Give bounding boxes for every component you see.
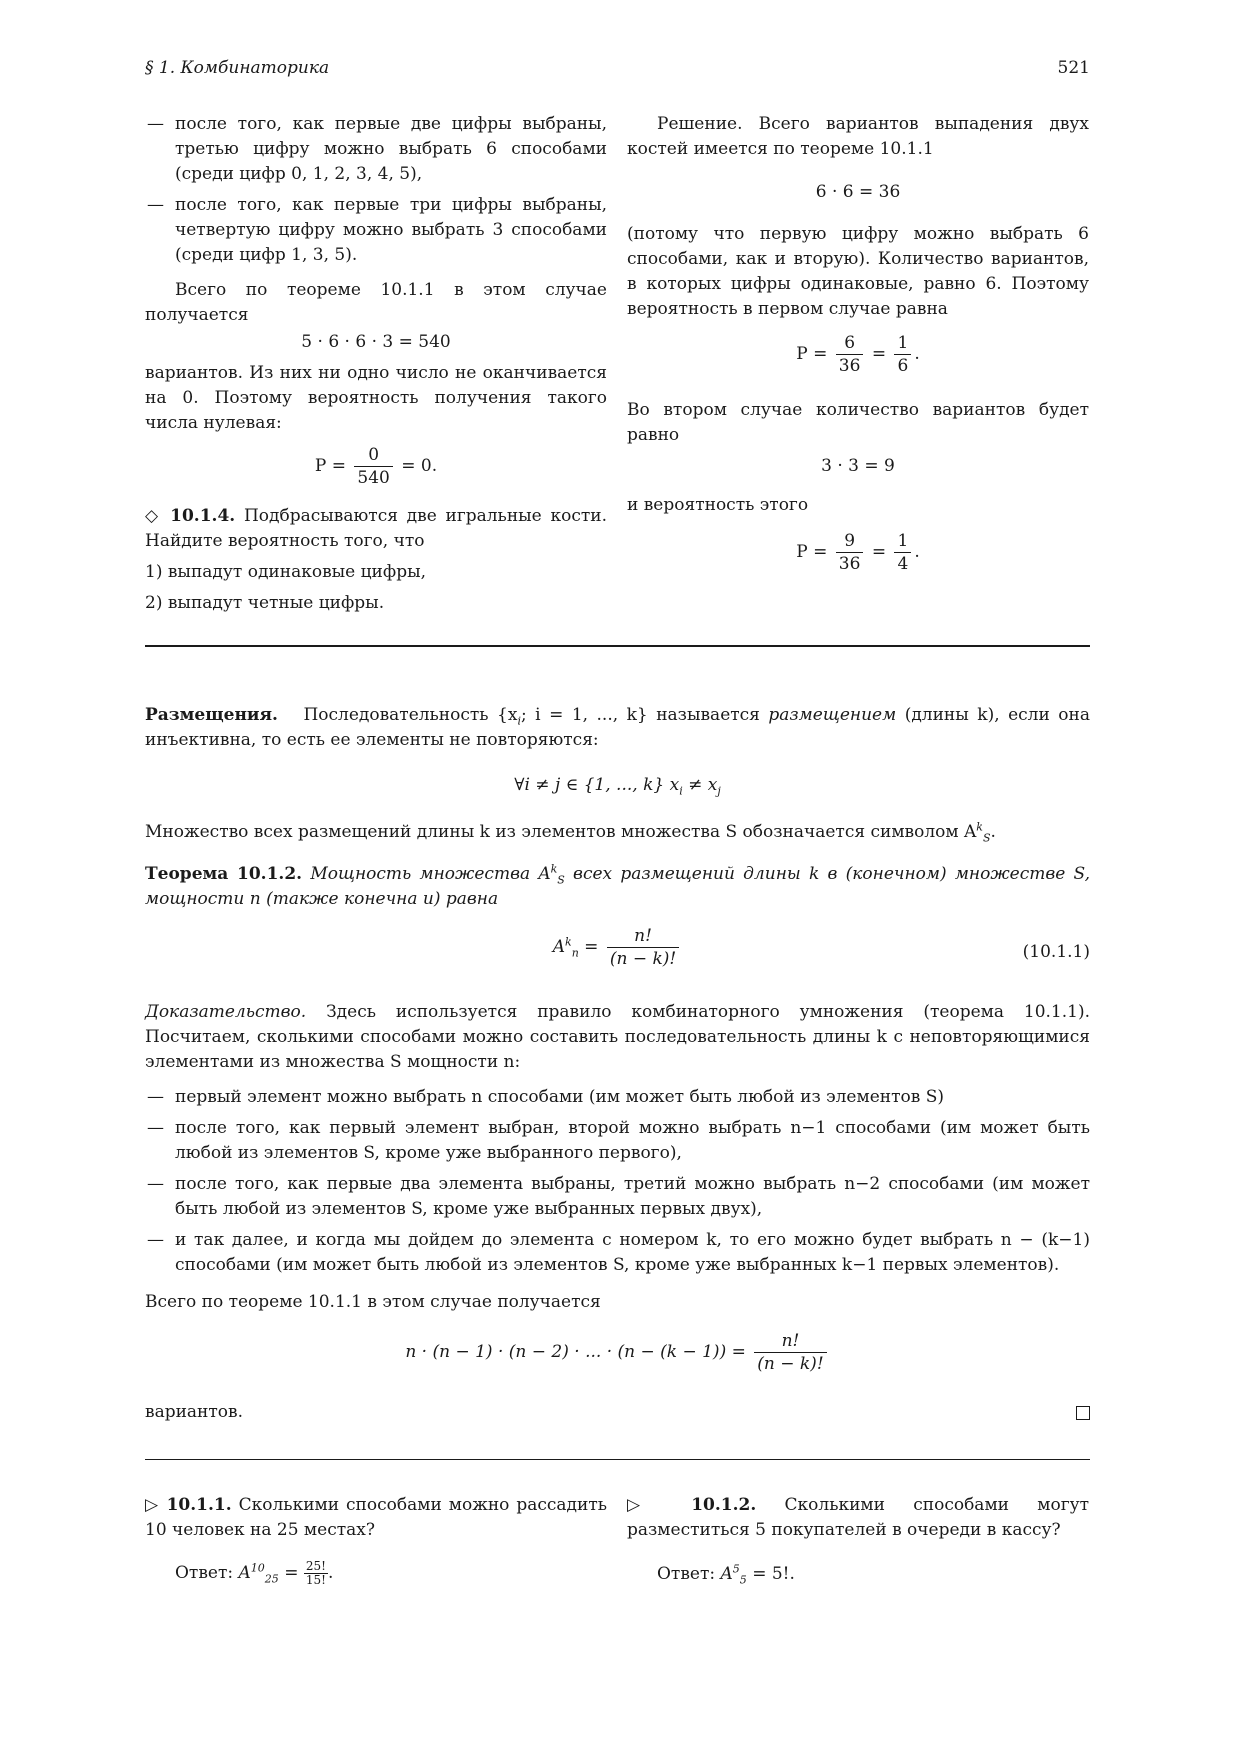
answer-10-1-2: Ответ: $A^5_5 = 5$!. bbox=[657, 1562, 795, 1587]
triangle-right-icon: ▷ bbox=[627, 1495, 663, 1515]
formula-probability-even: P = $\frac{9}{36}$ = $\frac{1}{4}$ . bbox=[796, 531, 920, 574]
list-item: — после того, как первые три цифры выбраны, четвертую цифру можно выбрать 3 способами (среди цифр 1, 3, 5). bbox=[147, 195, 607, 265]
qed-square-icon bbox=[1076, 1406, 1090, 1420]
formula: 3 · 3 = 9 bbox=[821, 456, 895, 476]
diamond-icon: ◇ bbox=[145, 506, 162, 526]
list-item: 1) выпадут одинаковые цифры, bbox=[145, 562, 427, 582]
section-title: § 1. Комбинаторика bbox=[145, 58, 330, 78]
definition-paragraph: Размещения. Последовательность {$x_i$; i = 1, ..., k} называется размещением (длины k), если она инъективна, то есть ее элементы не повторяются: bbox=[145, 705, 1090, 750]
list-item: — после того, как первые две цифры выбраны, третью цифру можно выбрать 6 способами (среди цифр 0, 1, 2, 3, 4, 5), bbox=[147, 114, 607, 184]
answer-10-1-1: Ответ: $A^{10}_{25}$ = $\frac{25!}{15!}$ . bbox=[175, 1559, 334, 1587]
proof: Доказательство. Здесь используется правило комбинаторного умножения (теорема 10.1.1). Посчитаем, сколькими способами можно составить последовательность длины k с неповторяющимися элементами из множества S мощности n: bbox=[145, 1002, 1090, 1072]
list-item: — после того, как первый элемент выбран, второй можно выбрать n−1 способами (им может быть любой из элементов S, кроме уже выбранного первого), bbox=[147, 1118, 1090, 1163]
paragraph: вариантов. bbox=[145, 1400, 1090, 1425]
exercise-10-1-2: ▷ 10.1.2. Сколькими способами могут разместиться 5 покупателей в очереди в кассу? bbox=[627, 1495, 1090, 1540]
paragraph: Всего по теореме 10.1.1 в этом случае получается bbox=[145, 1292, 601, 1312]
exercise-10-1-1: ▷ 10.1.1. Сколькими способами можно рассадить 10 человек на 25 местах? bbox=[145, 1495, 608, 1540]
list-item: — первый элемент можно выбрать n способами (им может быть любой из элементов S) bbox=[147, 1087, 945, 1107]
divider bbox=[145, 645, 1090, 647]
list-item: — и так далее, и когда мы дойдем до элемента с номером k, то его можно будет выбрать n − (k−1) способами (им может быть любой из элементов S, кроме уже выбранных k−1 первых элементов). bbox=[147, 1230, 1090, 1275]
formula: 6 · 6 = 36 bbox=[815, 182, 901, 202]
paragraph: (потому что первую цифру можно выбрать 6 способами, как и вторую). Количество вариантов, в которых цифры одинаковые, равно 6. Поэтому вероятность в первом случае равна bbox=[627, 224, 1089, 319]
right-column bbox=[627, 112, 1089, 582]
left-column bbox=[145, 112, 607, 616]
formula-probability-zero: P = $\frac{0}{540}$ = 0. bbox=[314, 445, 438, 488]
paragraph: Решение. Всего вариантов выпадения двух костей имеется по теореме 10.1.1 bbox=[627, 114, 1090, 159]
problem-statement: ◇ 10.1.4. Подбрасываются две игральные кости. Найдите вероятность того, что bbox=[145, 506, 607, 551]
divider bbox=[145, 1459, 1090, 1460]
formula-probability-equal: P = $\frac{6}{36}$ = $\frac{1}{6}$ . bbox=[796, 333, 920, 376]
triangle-right-icon: ▷ bbox=[145, 1495, 160, 1515]
proof-list bbox=[145, 1085, 1090, 1278]
formula-product: n · (n − 1) · (n − 2) · ... · (n − (k − 1)) = $\frac{n!}{(n - k)!}$ bbox=[145, 1330, 1090, 1386]
page-number: 521 bbox=[1057, 58, 1090, 78]
page-header bbox=[145, 56, 1090, 82]
list-item: 2) выпадут четные цифры. bbox=[145, 593, 385, 613]
formula: 5 · 6 · 6 · 3 = 540 bbox=[301, 332, 451, 352]
list-item: — после того, как первые два элемента выбраны, третий можно выбрать n−2 способами (им может быть любой из элементов S, кроме уже выбранных первых двух), bbox=[147, 1174, 1090, 1219]
theorem: Теорема 10.1.2. Мощность множества $A^k_S$ всех размещений длины k в (конечном) множестве S, мощности n (также конечна и) равна bbox=[145, 862, 1091, 909]
paragraph: Во втором случае количество вариантов будет равно bbox=[627, 400, 1089, 445]
paragraph: вариантов. Из них ни одно число не оканчивается на 0. Поэтому вероятность получения такого числа нулевая: bbox=[145, 363, 607, 433]
equation-number: (10.1.1) bbox=[1022, 942, 1090, 962]
formula-injective: ∀i ≠ j ∈ {1, ..., k} $x_i \ne x_j$ bbox=[514, 775, 721, 798]
paragraph: Всего по теореме 10.1.1 в этом случае получается bbox=[145, 280, 607, 325]
formula-arrangements: $A^k_n$ = $\frac{n!}{(n - k)!}$ (10.1.1) bbox=[552, 926, 1090, 969]
paragraph: Множество всех размещений длины k из элементов множества S обозначается символом $A^k_S$. bbox=[145, 820, 996, 845]
paragraph: и вероятность этого bbox=[627, 495, 809, 515]
